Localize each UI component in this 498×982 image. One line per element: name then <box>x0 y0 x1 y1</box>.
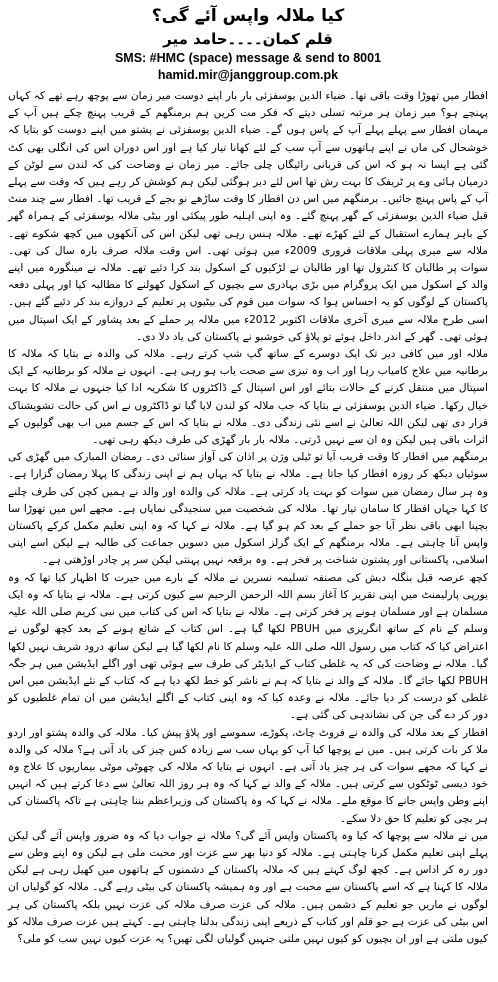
article-paragraph: برمنگھم میں افطار کا وقت قریب آیا تو ٹیلی وژن پر اذان کی آواز سنائی دی۔ رمضان المبارک میں گھڑی کی سوئیاں دیکھ کر روزہ افطار کیا جاتا ہے۔ ملالہ نے بتایا کہ یہاں ہم نے اپنی زندگی کا پہلا رمضان گزارا ہے۔ وہ ہر سال رمضان میں سوات کو بہت یاد کرتی ہے۔ ملالہ کی والدہ اور والد نے ہمیں کچن کی طرف چلنے کا کہا جہاں افطار کا سامان تیار تھا۔ ملالہ کی شخصیت میں سنجیدگی نمایاں ہے۔ مجھے اس میں تھوڑا سا بچپنا ابھی باقی نظر آیا جو حملے کے بعد کم ہو گیا ہے۔ ملالہ نے کہا کہ وہ اپنی تعلیم مکمل کرکے پاکستان واپس آنا چاہتی ہے۔ ملالہ برمنگھم کے ایک گرلز اسکول میں دسویں جماعت کی طالبہ ہے لیکن اسے اپنی اسلامی، پاکستانی اور پشتون شناخت پر فخر ہے۔ وہ برقعہ نہیں پہنتی لیکن سر پر چادر اوڑھتی ہے۔ <box>8 451 488 567</box>
author-email: hamid.mir@janggroup.com.pk <box>157 68 339 82</box>
article-paragraph: کچھ عرصہ قبل بنگلہ دیش کی مصنفہ تسلیمہ نسرین نے ملالہ کے بارے میں حیرت کا اظہار کیا تھا کہ وہ یورپی پارلیمنٹ میں اپنی تقریر کا آغاز بسم اللہ الرحمن الرحیم سے کیوں کرتی ہے۔ ملالہ نے بتایا کہ وہ ایک مسلمان ہے اور مسلمان ہونے پر فخر کرتی ہے۔ ملالہ نے بتایا کہ اس کی کتاب میں نبی کریم صلی اللہ علیہ وسلم کے نام کے ساتھ انگریزی میں PBUH لکھا گیا ہے۔ اس کتاب کے شائع ہونے کے بعد کچھ لوگوں نے اعتراض کیا کہ کتاب میں رسول اللہ صلی اللہ علیہ وسلم کا نام لکھا گیا ہے لیکن ساتھ درود شریف نہیں لکھا گیا۔ ملالہ نے وضاحت کی کہ یہ غلطی کتاب کے ایڈیٹر کی طرف سے ہوئی تھی اور اگلے ایڈیشن میں ہر جگہ PBUH لکھا جائے گا۔ ملالہ کے والد نے بتایا کہ ہم نے ناشر کو خط لکھ دیا ہے کہ کتاب کے نئے ایڈیشن میں اس غلطی کو درست کر دیا جائے۔ ملالہ نے وعدہ کیا کہ وہ اپنی کتاب کے اگلے ایڈیشن میں ان تمام غلطیوں کو دور کر دے گی جن کی نشاندہی کی گئی ہے۔ <box>8 571 488 722</box>
article-paragraph: افطار میں تھوڑا وقت باقی تھا۔ ضیاء الدین یوسفزئی بار بار اپنے دوست میر زمان سے پوچھ رہے تھے کہ کہاں پہنچے ہو؟ میر زمان ہر مرتبہ تسلی دیتے کہ فکر مت کریں ہم برمنگھم کے قریب پہنچ چکے ہیں آپ کے مہمان افطار سے پہلے پہلے آپ کے پاس ہوں گے۔ ضیاء الدین یوسفزئی نے پشتو میں اپنے دوست کو بتایا کہ خوشحال کی ماں نے اپنے ہاتھوں سے آپ سب کے لئے کھانا تیار کیا ہے اور اس دوران اس کی انگلی بھی کٹ گئی ہے ایسا نہ ہو کہ اس کی قربانی رائیگاں چلی جائے۔ میر زمان نے وضاحت کی کہ لندن سے لوٹن کے درمیان ہائی وے پر ٹریفک کا بہت رش تھا اس لئے دیر ہوگئی لیکن ہم کوشش کر رہے ہیں کہ وقت سے پہلے آپ کے پاس پہنچ جائیں۔ برمنگھم میں اس دن افطار کا وقت ساڑھے نو بجے کے قریب تھا۔ افطار سے چند منٹ قبل ضیاء الدین یوسفزئی کے گھر پہنچ گئے۔ وہ اپنی اہلیہ طور پیکئی اور بیٹی ملالہ یوسفزئی کے ہمراہ گھر کے باہر ہمارے استقبال کے لئے کھڑے تھے۔ ملالہ ہنس رہی تھی لیکن اس کی آنکھوں میں کچھ شکوے تھے۔ ملالہ سے میری پہلی ملاقات فروری 2009ء میں ہوئی تھی۔ اس وقت ملالہ صرف بارہ سال کی تھی۔ سوات پر طالبان کا کنٹرول تھا اور طالبان نے لڑکیوں کے اسکول بند کرا دئیے تھے۔ ملالہ نے مینگورہ میں اپنے والد کے اسکول میں ایک پروگرام میں بڑی بہادری سے بچیوں کے اسکول کھولنے کا مطالبہ کیا اور پہلی دفعہ پاکستان کے لوگوں کو یہ احساس ہوا کہ سوات میں قوم کی بیٹیوں پر تعلیم کے دروازے بند کر دئیے گئے ہیں۔ اسی طرح ملالہ سے میری آخری ملاقات اکتوبر 2012ء میں ملالہ پر حملے کے بعد پشاور کے ایک اسپتال میں ہوئی تھی۔ گھر کے اندر داخل ہوئے تو پلاؤ کی خوشبو نے پاکستان کی یاد دلا دی۔ <box>8 90 488 343</box>
article-paragraph: افطار کے بعد ملالہ کی والدہ نے فروٹ چاٹ، پکوڑے، سموسے اور پلاؤ پیش کیا۔ ملالہ کی والدہ پشتو اور اردو ملا کر بات کرتی ہیں۔ میں نے پوچھا کیا آپ کو یہاں سب سے زیادہ کس چیز کی یاد آتی ہے؟ ملالہ کی والدہ نے کہا کہ مجھے سوات کی ہر چیز یاد آتی ہے۔ انہوں نے بتایا کہ ملالہ کی چھوٹی موٹی بیماریوں کا علاج وہ خود دیسی ٹوٹکوں سے کرتی ہیں۔ ملالہ کے والد نے کہا کہ وہ ہر روز اللہ تعالیٰ سے دعا کرتے ہیں کہ انہیں اپنے وطن واپس جانے کا موقع ملے۔ ملالہ نے کہا کہ وہ پاکستان کی وزیراعظم بننا چاہتی ہے تاکہ پاکستان کی ہر بچی کو تعلیم کا حق دلا سکے۔ <box>8 726 488 825</box>
article-paragraph: ملالہ اور میں کافی دیر تک ایک دوسرے کے ساتھ گپ شپ کرتے رہے۔ ملالہ کی والدہ نے بتایا کہ ملالہ کا برطانیہ میں علاج کامیاب رہا اور اب وہ تیزی سے صحت یاب ہو رہی ہے۔ انہوں نے ملالہ کو برطانیہ کے ایک اسپتال میں منتقل کرنے کے حالات بتائے اور اس اسپتال کے ڈاکٹروں کا شکریہ ادا کیا جنہوں نے ملالہ کا بہت خیال رکھا۔ ضیاء الدین یوسفزئی نے بتایا کہ جب ملالہ کو لندن لایا گیا تو ڈاکٹروں نے اس کی حالت تشویشناک قرار دی تھی لیکن اللہ تعالیٰ نے اسے نئی زندگی دی۔ ملالہ نے بتایا کہ اس کے جسم میں اب بھی گولیوں کے اثرات باقی ہیں لیکن وہ ان سے نہیں ڈرتی۔ ملالہ بار بار گھڑی کی طرف دیکھ رہی تھی۔ <box>8 348 488 447</box>
sms-line: SMS: #HMC (space) message & send to 8001 <box>114 51 382 65</box>
article-byline: قلم کمان۔۔۔۔حامد میر <box>163 30 333 48</box>
article-title: کیا ملالہ واپس آئے گی؟ <box>151 6 345 26</box>
article-body <box>8 88 488 948</box>
article-paragraph: میں نے ملالہ سے پوچھا کہ کیا وہ پاکستان واپس آئے گی؟ ملالہ نے جواب دیا کہ وہ ضرور واپس آئے گی لیکن پہلے اپنی تعلیم مکمل کرنا چاہتی ہے۔ ملالہ کو دنیا بھر سے عزت اور محبت ملی ہے لیکن وہ اپنے وطن سے دور رہ کر اداس ہے۔ کچھ لوگ کہتے ہیں کہ ملالہ پاکستان کے دشمنوں کے ہاتھوں میں کھیل رہی ہے لیکن ملالہ کا کہنا ہے کہ اسے پاکستان سے محبت ہے اور وہ ہمیشہ پاکستان کی بیٹی رہے گی۔ ملالہ کو گولیاں ان لوگوں نے ماریں جو تعلیم کے دشمن ہیں۔ ملالہ کی عزت صرف ملالہ کی عزت نہیں بلکہ پاکستان کی ہر اس بیٹی کی عزت ہے جو قلم اور کتاب کے ذریعے اپنی زندگی بدلنا چاہتی ہے۔ کہتے ہیں عزت صرف ملالہ کو کیوں ملتی ہے اور ان بچیوں کو کیوں نہیں ملتی جنہیں گولیاں لگی تھیں؟ یہ عزت کیوں نہیں سب کو ملی؟ <box>8 829 488 945</box>
